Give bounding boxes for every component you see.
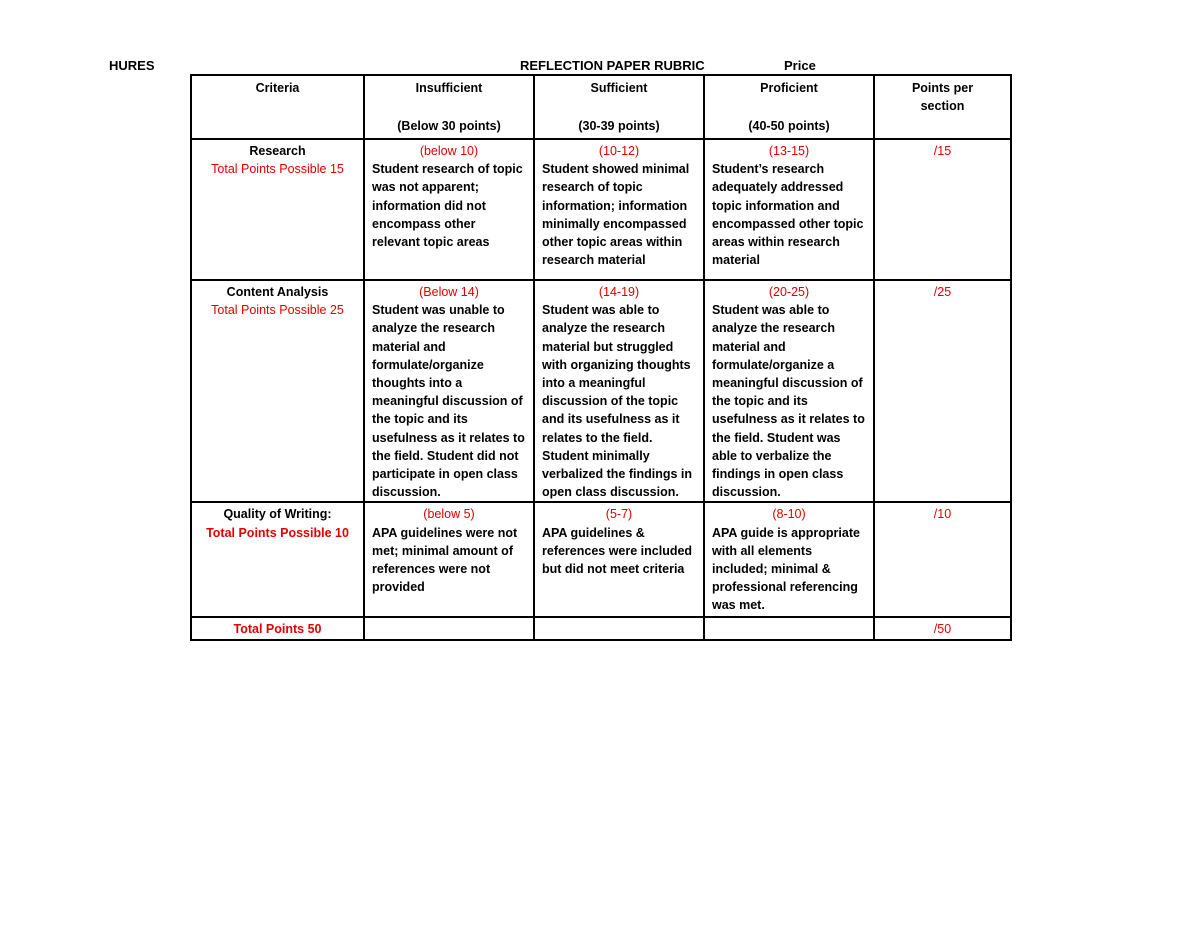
level-description: Student was able to analyze the research material and formulate/organize a meaningful discussion of the topic and its usefulness as it relates to the field. Student was able to verbalize the findings in open class discussion. [712, 303, 865, 500]
level-cell-sufficient [534, 280, 704, 502]
total-row [191, 617, 1011, 639]
level-cell-proficient [704, 139, 874, 280]
criteria-points-possible: Total Points Possible 25 [211, 303, 344, 318]
level-range: (below 5) [423, 507, 475, 522]
points-cell: /10 [874, 502, 1011, 617]
criteria-name: Content Analysis [226, 285, 329, 299]
level-description: Student research of topic was not apparent; information did not encompass other relevant topic areas [372, 162, 523, 250]
column-header-proficient [704, 75, 874, 139]
empty-cell [534, 617, 704, 639]
level-cell-proficient [704, 280, 874, 502]
criteria-cell [191, 502, 364, 617]
total-label: Total Points 50 [191, 617, 364, 639]
column-header-criteria [191, 75, 364, 139]
level-description: Student was unable to analyze the research material and formulate/organize thoughts into a meaningful discussion of the topic and its usefulness as it relates to the field. Student did not participate in open class discussion. [372, 303, 525, 500]
criteria-cell [191, 280, 364, 502]
level-description: APA guidelines & references were included but did not meet criteria [542, 525, 693, 577]
level-cell-insufficient [364, 139, 534, 280]
column-header-label: Proficient [760, 81, 818, 95]
level-range: (5-7) [605, 507, 633, 522]
level-range: (13-15) [768, 144, 810, 158]
column-header-sufficient [534, 75, 704, 139]
level-cell-insufficient [364, 280, 534, 502]
level-cell-sufficient [534, 502, 704, 617]
criteria-points-possible: Total Points Possible 15 [211, 162, 344, 177]
criteria-points-possible: Total Points Possible 10 [206, 525, 349, 540]
level-cell-sufficient [534, 139, 704, 280]
rubric-table [190, 74, 1012, 641]
column-header-label: Insufficient [415, 81, 483, 95]
criteria-cell [191, 139, 364, 280]
level-description: Student’s research adequately addressed topic information and encompassed other topic areas within research material [712, 162, 864, 268]
level-range: (Below 14) [419, 285, 479, 299]
column-header-insufficient [364, 75, 534, 139]
level-description: Student showed minimal research of topic information; information minimally encompassed other topic areas within research material [542, 162, 690, 268]
column-header-points [874, 75, 1011, 139]
points-cell: /25 [874, 280, 1011, 502]
level-range: (20-25) [768, 285, 810, 299]
level-cell-proficient [704, 502, 874, 617]
column-header-label: Points per section [911, 81, 974, 114]
level-description: APA guidelines were not met; minimal amount of references were not provided [372, 525, 518, 595]
column-header-range: (30-39 points) [578, 119, 660, 134]
column-header-label: Criteria [255, 81, 300, 95]
empty-cell [364, 617, 534, 639]
level-range: (10-12) [598, 144, 640, 158]
level-range: (below 10) [419, 144, 479, 158]
header-course-code: HURES [109, 58, 155, 73]
level-description: Student was able to analyze the research material but struggled with organizing thoughts into a meaningful discussion of the topic and its usefulness as it relates to the field. Student minimally verbalized the findings in open class discussion. [542, 303, 693, 500]
page-title: REFLECTION PAPER RUBRIC [520, 58, 705, 73]
table-row [191, 502, 1011, 617]
criteria-name: Quality of Writing: [223, 507, 332, 522]
header-instructor: Price [784, 58, 816, 73]
header-row [191, 75, 1011, 139]
points-cell: /15 [874, 139, 1011, 280]
level-cell-insufficient [364, 502, 534, 617]
column-header-range: (40-50 points) [748, 119, 830, 134]
level-range: (8-10) [772, 507, 806, 522]
empty-cell [704, 617, 874, 639]
level-range: (14-19) [598, 285, 640, 299]
total-points-cell: /50 [874, 617, 1011, 639]
column-header-range: (Below 30 points) [397, 119, 501, 134]
table-row [191, 280, 1011, 502]
table-row [191, 139, 1011, 280]
criteria-name: Research [249, 144, 306, 158]
level-description: APA guide is appropriate with all elements included; minimal & professional referencing was met. [712, 525, 860, 613]
column-header-label: Sufficient [590, 81, 648, 95]
